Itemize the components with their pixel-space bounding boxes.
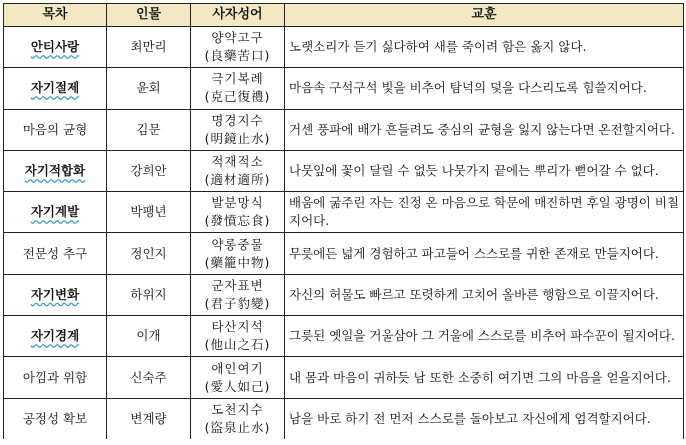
idiom-hanja: (藥籠中物) — [204, 254, 271, 270]
cell-person — [107, 192, 191, 233]
cell-topic — [4, 274, 107, 315]
cell-topic — [4, 357, 107, 398]
person-text: 김문 — [136, 121, 161, 137]
cell-idiom — [191, 68, 285, 109]
person-text: 박팽년 — [130, 204, 167, 220]
cell-idiom — [191, 192, 285, 233]
cell-topic — [4, 27, 107, 68]
idiom-hanja: (君子豹變) — [204, 295, 271, 311]
cell-idiom — [191, 316, 285, 357]
cell-idiom — [191, 357, 285, 398]
topic-text: 자기계발 — [30, 204, 80, 220]
person-text: 윤회 — [136, 80, 161, 96]
lesson-text: 그릇된 옛일을 거울삼아 그 거울에 스스로를 비추어 파수꾼이 될지어다. — [289, 328, 675, 344]
topic-text: 자기절제 — [30, 80, 80, 96]
header-idiom: 사자성어 — [191, 4, 285, 27]
cell-lesson — [285, 357, 684, 398]
cell-topic — [4, 233, 107, 274]
table-row — [4, 274, 684, 315]
lesson-table — [3, 3, 684, 440]
cell-idiom — [191, 27, 285, 68]
table-row — [4, 398, 684, 439]
cell-idiom — [191, 274, 285, 315]
lesson-text: 남을 바로 하기 전 먼저 스스로를 돌아보고 자신에게 엄격할지어다. — [289, 410, 651, 426]
idiom-hangul: 발분망식 — [211, 195, 264, 211]
cell-person — [107, 27, 191, 68]
table-row — [4, 357, 684, 398]
person-text: 신숙주 — [130, 369, 167, 385]
cell-person — [107, 150, 191, 191]
cell-topic — [4, 150, 107, 191]
cell-lesson — [285, 27, 684, 68]
idiom-hangul: 타산지석 — [211, 319, 264, 335]
idiom-hanja: (明鏡止水) — [204, 130, 271, 146]
header-lesson: 교훈 — [285, 4, 684, 27]
idiom-hanja: (他山之石) — [204, 337, 271, 353]
cell-idiom — [191, 109, 285, 150]
person-text: 변계량 — [130, 410, 167, 426]
lesson-text: 거센 풍파에 배가 흔들려도 중심의 균형을 잃지 않는다면 온전할지어다. — [289, 121, 675, 137]
idiom-hangul: 애인여기 — [211, 360, 264, 376]
cell-topic — [4, 68, 107, 109]
topic-text: 전문성 추구 — [22, 245, 88, 261]
lesson-text: 내 몸과 마음이 귀하듯 남 또한 소중히 여기면 그의 마음을 얻을지어다. — [289, 369, 671, 385]
table-row — [4, 109, 684, 150]
topic-text: 마음의 균형 — [22, 121, 88, 137]
person-text: 정인지 — [130, 245, 167, 261]
lesson-text: 무릇에든 넓게 경험하고 파고들어 스스로를 귀한 존재로 만들지어다. — [289, 245, 659, 261]
topic-text: 자기변화 — [30, 286, 80, 302]
cell-person — [107, 274, 191, 315]
page-bottom-margin — [0, 439, 686, 445]
idiom-hanja: (適材適所) — [204, 172, 271, 188]
table-row — [4, 27, 684, 68]
cell-topic — [4, 398, 107, 439]
topic-text: 아낌과 위함 — [22, 369, 88, 385]
table-header-row — [4, 4, 684, 27]
idiom-hanja: (良藥苦口) — [204, 48, 271, 64]
lesson-table-container — [3, 3, 683, 439]
idiom-hangul: 군자표변 — [211, 277, 264, 293]
person-text: 강희안 — [130, 163, 167, 179]
cell-idiom — [191, 398, 285, 439]
table-row — [4, 316, 684, 357]
table-row — [4, 150, 684, 191]
header-topic: 목차 — [4, 4, 107, 27]
cell-topic — [4, 109, 107, 150]
cell-topic — [4, 316, 107, 357]
person-text: 최만리 — [130, 39, 167, 55]
cell-lesson — [285, 274, 684, 315]
idiom-hangul: 양약고구 — [211, 30, 264, 46]
cell-idiom — [191, 233, 285, 274]
idiom-hangul: 약롱중물 — [211, 236, 264, 252]
table-row — [4, 233, 684, 274]
cell-person — [107, 398, 191, 439]
topic-text: 공정성 확보 — [22, 410, 88, 426]
header-person: 인물 — [107, 4, 191, 27]
cell-person — [107, 357, 191, 398]
lesson-text: 나뭇잎에 꽃이 달릴 수 없듯 나뭇가지 끝에는 뿌리가 뻗어갈 수 없다. — [289, 163, 659, 179]
idiom-hangul: 적재적소 — [211, 154, 264, 170]
idiom-hangul: 극기복례 — [211, 71, 264, 87]
idiom-hanja: (愛人如己) — [204, 378, 271, 394]
topic-text: 안티사랑 — [30, 39, 80, 55]
cell-lesson — [285, 316, 684, 357]
idiom-hanja: (克己復禮) — [204, 89, 271, 105]
idiom-hanja: (發憤忘食) — [204, 213, 271, 229]
cell-lesson — [285, 233, 684, 274]
idiom-hangul: 명경지수 — [211, 112, 264, 128]
cell-person — [107, 68, 191, 109]
person-text: 하위지 — [130, 286, 167, 302]
lesson-text: 노랫소리가 듣기 싫다하여 새를 죽이려 함은 옳지 않다. — [289, 39, 587, 55]
lesson-text: 자신의 허물도 빠르고 또렷하게 고치어 올바른 행함으로 이끌지어다. — [289, 286, 659, 302]
idiom-hanja: (盜泉止水) — [204, 419, 271, 435]
table-body — [4, 27, 684, 440]
cell-idiom — [191, 150, 285, 191]
topic-text: 자기적합화 — [24, 163, 86, 179]
cell-lesson — [285, 398, 684, 439]
lesson-text: 배움에 굶주린 자는 진정 온 마음으로 학문에 매진하면 후일 광명이 비칠지어다. — [289, 195, 679, 229]
cell-lesson — [285, 68, 684, 109]
cell-lesson — [285, 150, 684, 191]
cell-person — [107, 316, 191, 357]
cell-person — [107, 109, 191, 150]
cell-lesson — [285, 192, 684, 233]
topic-text: 자기경계 — [30, 328, 80, 344]
table-row — [4, 68, 684, 109]
table-row — [4, 192, 684, 233]
cell-topic — [4, 192, 107, 233]
cell-person — [107, 233, 191, 274]
lesson-text: 마음속 구석구석 빛을 비추어 탐넉의 덫을 다스리도록 힘쓸지어다. — [289, 80, 647, 96]
idiom-hangul: 도천지수 — [211, 401, 264, 417]
person-text: 이개 — [136, 328, 161, 344]
cell-lesson — [285, 109, 684, 150]
